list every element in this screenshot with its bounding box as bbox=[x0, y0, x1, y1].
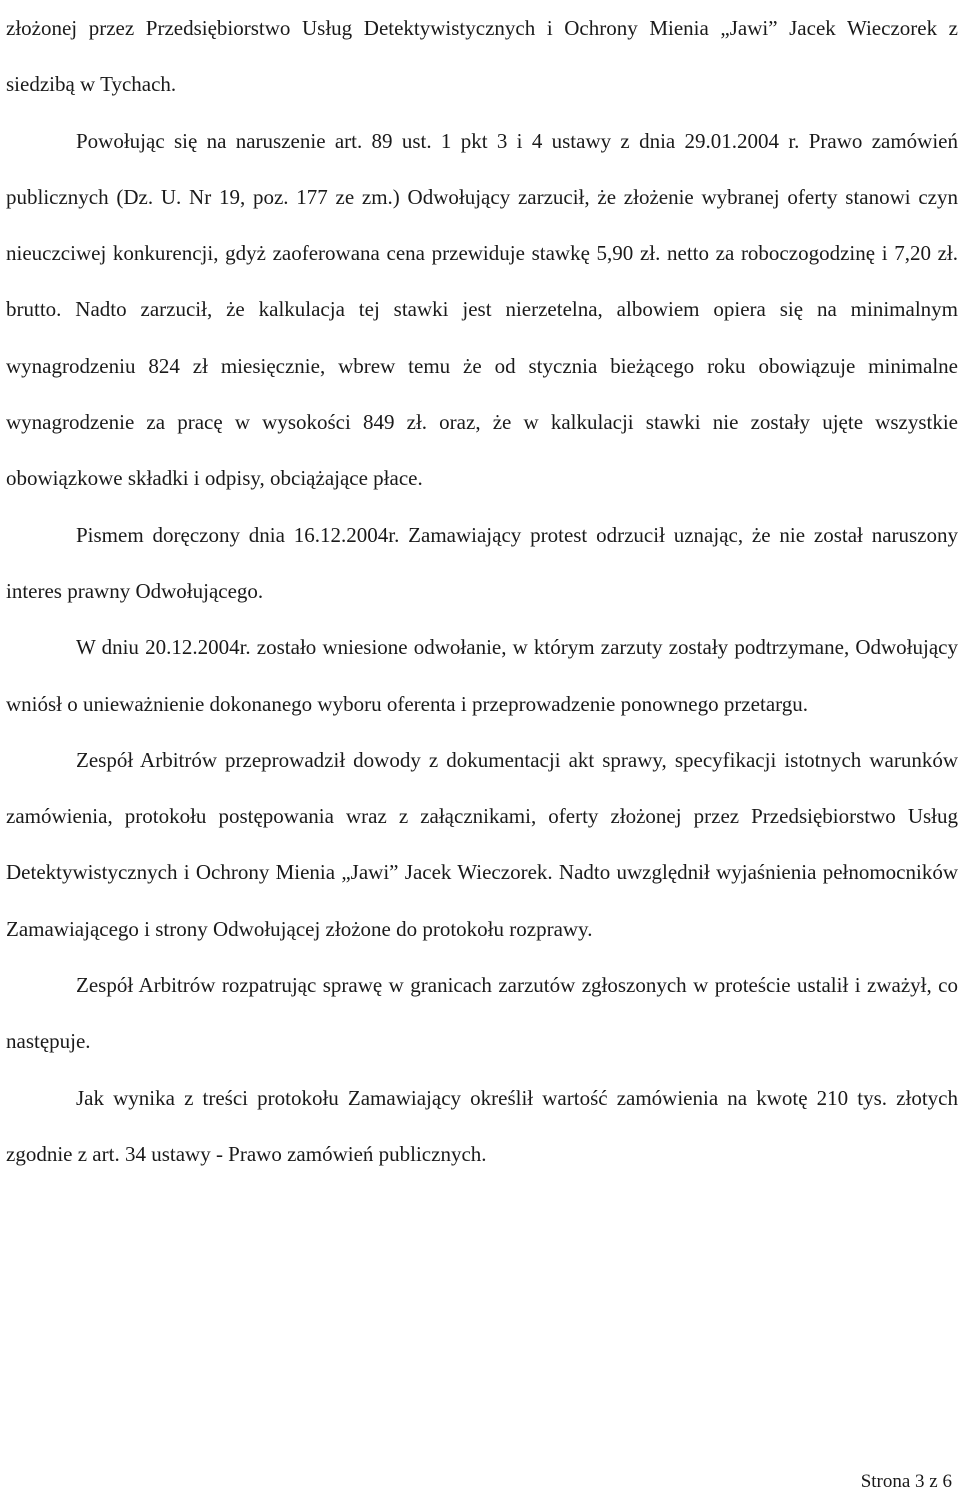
paragraph-evidence: Zespół Arbitrów przeprowadził dowody z dokumentacji akt sprawy, specyfikacji istotnych warunków zamówienia, protokołu postępowania wraz z załącznikami, oferty złożonej przez Przedsiębiorstwo Usług Detektywistycznych i Ochrony Mienia „Jawi” Jacek Wieczorek. Nadto uwzględnił wyjaśnienia pełnomocników Zamawiającego i strony Odwołującej złożone do protokołu rozprawy. bbox=[6, 747, 958, 941]
paragraph-allegations: Powołując się na naruszenie art. 89 ust. 1 pkt 3 i 4 ustawy z dnia 29.01.2004 r. Prawo zamówień publicznych (Dz. U. Nr 19, poz. 177 ze zm.) Odwołujący zarzucił, że złożenie wybranej oferty stanowi czyn nieuczciwej konkurencji, gdyż zaoferowana cena przewiduje stawkę 5,90 zł. netto za roboczogodzinę i 7,20 zł. brutto. Nadto zarzucił, że kalkulacja tej stawki jest nierzetelna, albowiem opiera się na minimalnym wynagrodzeniu 824 zł miesięcznie, wbrew temu że od stycznia bieżącego roku obowiązuje minimalne wynagrodzenie za pracę w wysokości 849 zł. oraz, że w kalkulacji stawki nie zostały ujęte wszystkie obowiązkowe składki i odpisy, obciążające płace. bbox=[6, 128, 958, 491]
paragraph-contract-value: Jak wynika z treści protokołu Zamawiający określił wartość zamówienia na kwotę 210 tys. złotych zgodnie z art. 34 ustawy - Prawo zamówień publicznych. bbox=[6, 1085, 958, 1166]
document-page bbox=[6, 0, 958, 1182]
paragraph-protest-rejected: Pismem doręczony dnia 16.12.2004r. Zamawiający protest odrzucił uznając, że nie został naruszony interes prawny Odwołującego. bbox=[6, 522, 958, 603]
paragraph-continuation: złożonej przez Przedsiębiorstwo Usług Detektywistycznych i Ochrony Mienia „Jawi” Jacek Wieczorek z siedzibą w Tychach. bbox=[6, 16, 958, 97]
paragraph-appeal-filed: W dniu 20.12.2004r. zostało wniesione odwołanie, w którym zarzuty zostały podtrzymane, Odwołujący wniósł o unieważnienie dokonanego wyboru oferenta i przeprowadzenie ponownego przetargu. bbox=[6, 635, 958, 716]
page-number: Strona 3 z 6 bbox=[860, 1471, 952, 1492]
paragraph-findings: Zespół Arbitrów rozpatrując sprawę w granicach zarzutów zgłoszonych w proteście ustalił i zważył, co następuje. bbox=[6, 973, 958, 1054]
